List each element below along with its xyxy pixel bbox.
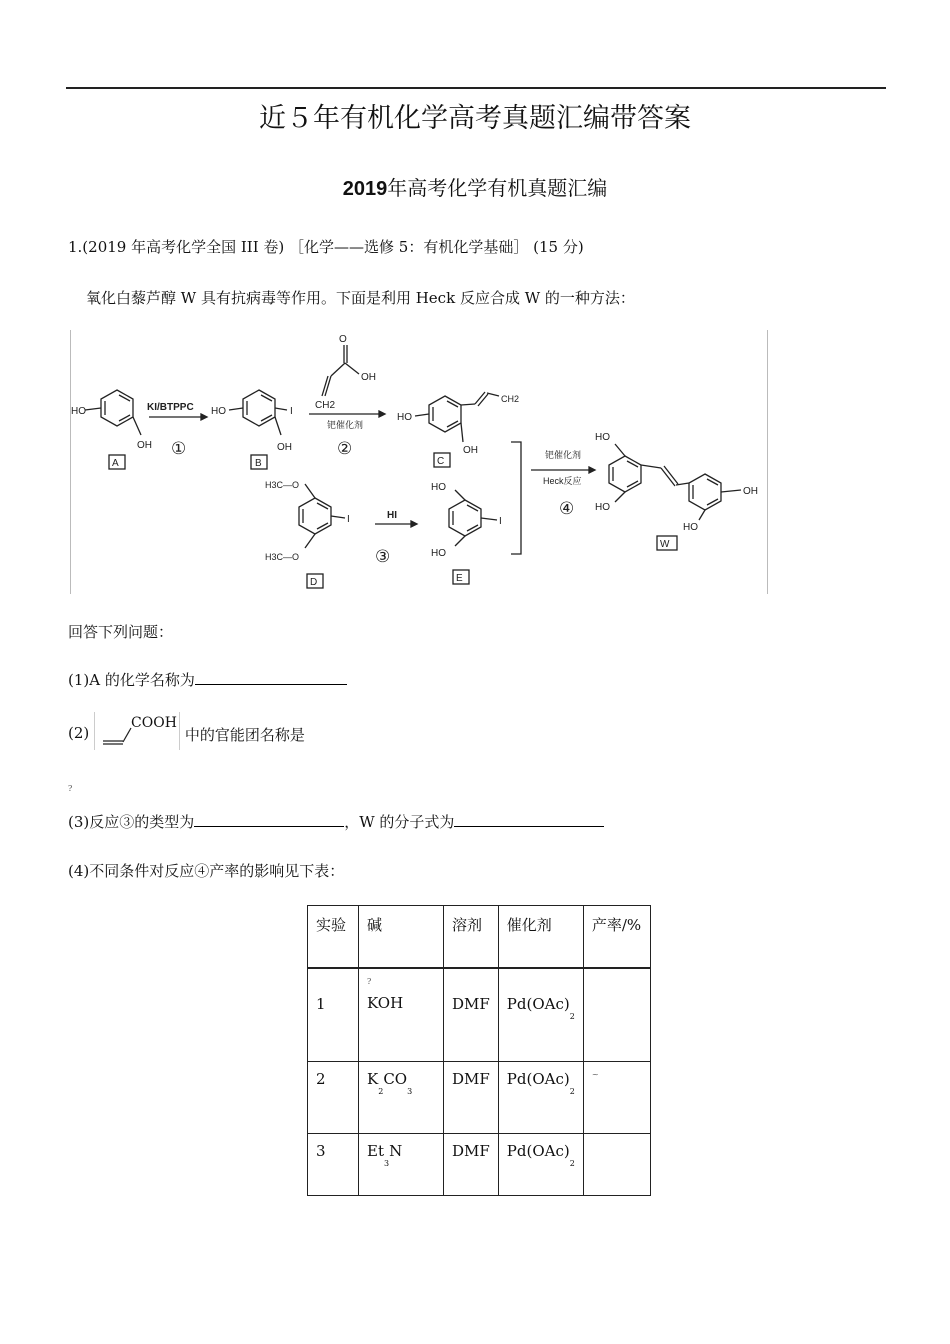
- row-3-base-et: Et: [367, 1142, 384, 1160]
- w-ho-top: HO: [595, 432, 610, 443]
- part-3-text-b: ，W 的分子式为: [344, 813, 455, 831]
- row-1-base: [359, 968, 444, 1062]
- w-oh-right: OH: [743, 486, 758, 497]
- c-oh: OH: [463, 445, 478, 456]
- row-2-yield: ~: [583, 1062, 650, 1134]
- row-2-solvent: DMF: [444, 1062, 499, 1134]
- acid-ch2: CH2: [315, 400, 336, 411]
- e-ho-top: HO: [431, 482, 446, 493]
- part-3-text-a: (3)反应③的类型为: [68, 813, 195, 831]
- row-2-base-k: K: [367, 1070, 379, 1088]
- d-methoxy-bottom: H3C—O: [265, 552, 300, 562]
- step4-number: ④: [559, 499, 575, 518]
- row-3-catalyst: [498, 1134, 583, 1196]
- label-b: B: [255, 458, 262, 469]
- document-title: 近５年有机化学高考真题汇编带答案: [259, 103, 691, 134]
- c-ch2: CH2: [501, 394, 520, 404]
- reactant-bracket: [511, 442, 521, 554]
- row-3-catalyst-text: Pd(OAc): [506, 1142, 570, 1160]
- question-1-part-4: (4)不同条件对反应④产率的影响见下表：: [68, 862, 345, 880]
- table-header-row: [308, 906, 651, 968]
- question-1-part-3: [68, 811, 604, 832]
- label-c: C: [437, 456, 445, 467]
- question-1-part-2: [68, 712, 305, 752]
- label-a: A: [112, 458, 119, 469]
- b-oh: OH: [277, 442, 292, 453]
- step1-number: ①: [171, 439, 187, 458]
- conditions-table: [307, 905, 651, 1196]
- header-catalyst: 催化剂: [498, 906, 583, 968]
- step3-number: ③: [375, 547, 391, 566]
- row-1-base-value: KOH: [367, 993, 404, 1012]
- row-2-base-co: CO: [383, 1070, 408, 1088]
- question-1-header: 1.(2019 年高考化学全国 III 卷) ［化学——选修 5：有机化学基础］ (15 分): [68, 238, 584, 256]
- question-1-part-1: [68, 669, 347, 690]
- answer-prompt: 回答下列问题：: [68, 623, 174, 641]
- question-1-intro: 氧化白藜芦醇 W 具有抗病毒等作用。下面是利用 Heck 反应合成 W 的一种方法：: [86, 289, 635, 307]
- section-title-text: 年高考化学有机真题汇编: [387, 176, 608, 200]
- step1-reagent: KI/BTPPC: [147, 402, 194, 413]
- e-ho-bottom: HO: [431, 548, 446, 559]
- molecule-a: [71, 390, 152, 469]
- part-2-text: 中的官能团名称是: [184, 726, 305, 744]
- row-1-no: 1: [308, 968, 359, 1062]
- row-1-catalyst-sub: 2: [569, 1011, 575, 1021]
- b-i: I: [290, 406, 293, 417]
- reaction-scheme: [70, 330, 768, 594]
- acrylic-acid-structure: [94, 712, 180, 750]
- b-ho: HO: [211, 406, 226, 417]
- d-i: I: [347, 514, 350, 525]
- w-ho-lower: HO: [683, 522, 698, 533]
- row-2-catalyst: [498, 1062, 583, 1134]
- answer-blank-3a[interactable]: [194, 812, 344, 827]
- header-solvent: 溶剂: [444, 906, 499, 968]
- section-year: 2019: [342, 178, 388, 200]
- row-2-base: [359, 1062, 444, 1134]
- e-i: I: [499, 516, 502, 527]
- step3-reagent: HI: [387, 510, 397, 521]
- step4-condition: Heck反应: [543, 476, 582, 486]
- acid-oh: OH: [361, 372, 376, 383]
- w-ho-bottom: HO: [595, 502, 610, 513]
- answer-blank-1[interactable]: [195, 670, 347, 685]
- part-1-text: (1)A 的化学名称为: [68, 671, 195, 689]
- molecule-b: [211, 390, 293, 469]
- row-2-catalyst-text: Pd(OAc): [506, 1070, 570, 1088]
- row-2-base-sub2: 3: [407, 1087, 413, 1096]
- row-1-catalyst-text: Pd(OAc): [506, 994, 570, 1013]
- a-ho: HO: [71, 406, 86, 417]
- molecule-w: [595, 432, 758, 550]
- table-row: [308, 1062, 651, 1134]
- arrow-step-4: [531, 449, 595, 518]
- molecule-d: [265, 480, 350, 588]
- row-3-yield: [583, 1134, 650, 1196]
- table-row: [308, 968, 651, 1062]
- row-3-solvent: DMF: [444, 1134, 499, 1196]
- label-d: D: [310, 577, 318, 588]
- part-2-prefix: (2): [68, 724, 90, 742]
- molecule-e: [431, 482, 502, 584]
- header-base: 碱: [359, 906, 444, 968]
- row-1-solvent: DMF: [444, 968, 499, 1062]
- header-rule: [66, 87, 886, 89]
- row-3-base-sub1: 3: [383, 1159, 390, 1168]
- row-1-mark: ?: [367, 976, 372, 986]
- row-2-catalyst-sub: 2: [569, 1087, 575, 1096]
- header-experiment: 实验: [308, 906, 359, 968]
- row-3-no: 3: [308, 1134, 359, 1196]
- cooh-label: COOH: [131, 715, 177, 731]
- label-w: W: [660, 539, 670, 550]
- arrow-step-1: [147, 402, 207, 458]
- row-3-base-n: N: [389, 1142, 403, 1160]
- molecule-c: [397, 392, 519, 467]
- acid-o: O: [339, 334, 347, 345]
- stray-mark: ?: [68, 784, 73, 793]
- step2-number: ②: [337, 439, 353, 458]
- row-1-yield: [583, 968, 650, 1062]
- label-e: E: [456, 573, 463, 584]
- row-2-base-sub1: 2: [378, 1087, 384, 1096]
- d-methoxy-top: H3C—O: [265, 480, 300, 490]
- acrylic-acid-reagent: [309, 334, 385, 458]
- arrow-step-3: [375, 510, 417, 566]
- section-title: [0, 172, 950, 201]
- c-ho: HO: [397, 412, 412, 423]
- answer-blank-3b[interactable]: [454, 812, 604, 827]
- a-oh: OH: [137, 440, 152, 451]
- row-1-catalyst: [498, 968, 583, 1062]
- row-3-catalyst-sub: 2: [569, 1159, 575, 1168]
- table-row: [308, 1134, 651, 1196]
- step2-catalyst: 钯催化剂: [327, 420, 364, 430]
- header-yield: 产率/%: [583, 906, 650, 968]
- step4-catalyst: 钯催化剂: [545, 450, 582, 460]
- row-3-base: [359, 1134, 444, 1196]
- row-2-no: 2: [308, 1062, 359, 1134]
